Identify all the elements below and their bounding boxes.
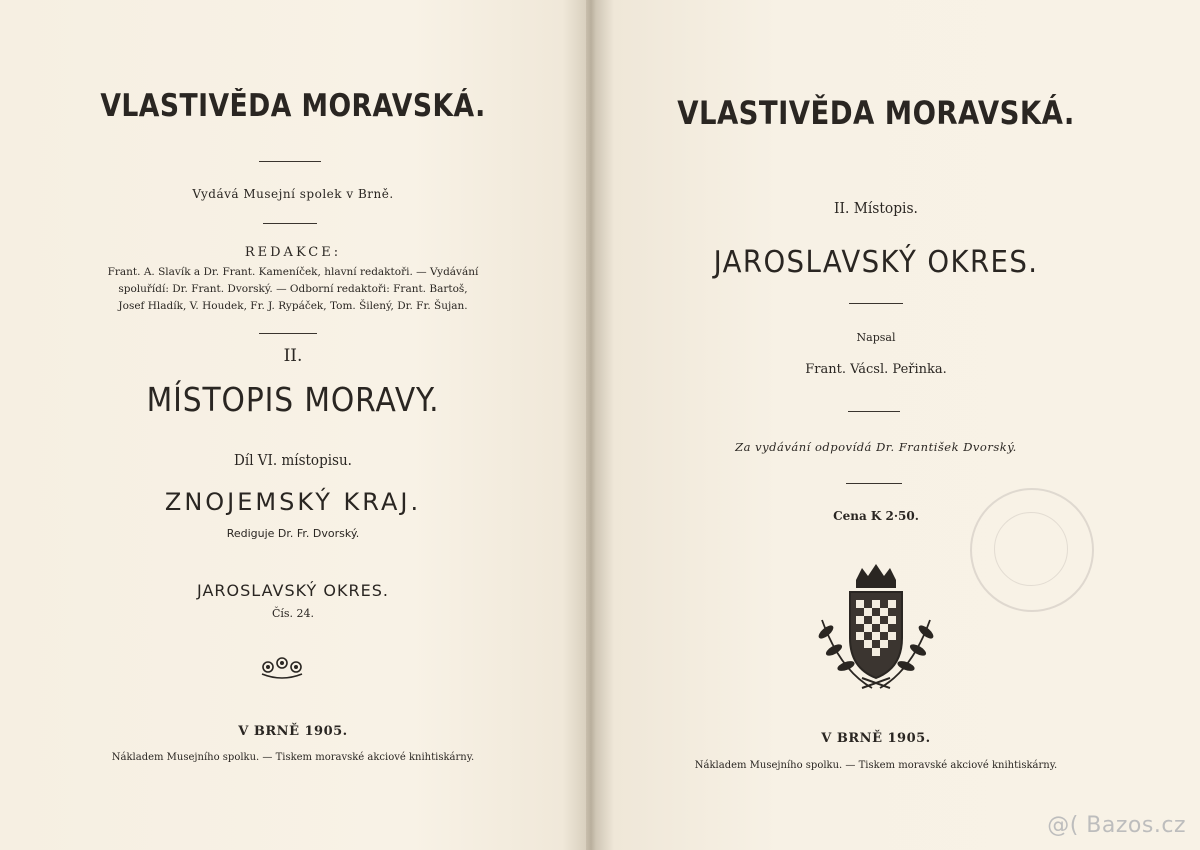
- right-page: [596, 0, 1200, 850]
- left-page: [0, 0, 586, 850]
- left-region-title: ZNOJEMSKÝ KRAJ.: [164, 488, 422, 516]
- right-place-year: V BRNĚ 1905.: [821, 731, 931, 746]
- right-author-name: Frant. Vácsl. Peřinka.: [805, 362, 947, 377]
- left-editorial-line-3: Josef Hladík, V. Houdek, Fr. J. Rypáček, Tom. Šilený, Dr. Fr. Šujan.: [118, 300, 468, 312]
- site-watermark: @( Bazos.cz: [1047, 813, 1186, 838]
- left-rule-1: [259, 161, 321, 162]
- right-responsibility-line: Za vydávání odpovídá Dr. František Dvorský.: [735, 440, 1017, 454]
- right-price: Cena K 2·50.: [833, 509, 919, 523]
- left-volume-title: MÍSTOPIS MORAVY.: [146, 380, 440, 419]
- right-section-line: II. Místopis.: [834, 199, 918, 217]
- floral-ornament-icon: [258, 654, 306, 680]
- coat-of-arms-icon: [810, 560, 942, 694]
- left-number-line: Čís. 24.: [271, 607, 315, 620]
- right-series-title: VLASTIVĚDA MORAVSKÁ.: [677, 94, 1075, 132]
- right-rule-1: [849, 303, 903, 304]
- left-editorial-line-2: spoluřídí: Dr. Frant. Dvorský. — Odborní redaktoři: Frant. Bartoš,: [118, 283, 468, 295]
- right-district-title: JAROSLAVSKÝ OKRES.: [713, 245, 1039, 280]
- left-series-title: VLASTIVĚDA MORAVSKÁ.: [100, 88, 486, 124]
- right-rule-2: [848, 411, 900, 412]
- left-editor-line: Rediguje Dr. Fr. Dvorský.: [226, 527, 360, 540]
- left-imprint: Nákladem Musejního spolku. — Tiskem moravské akciové knihtiskárny.: [111, 752, 475, 763]
- left-volume-number: II.: [283, 346, 303, 366]
- left-publisher-line: Vydává Musejní spolek v Brně.: [192, 187, 394, 201]
- right-author-label: Napsal: [856, 331, 896, 344]
- left-editorial-line-1: Frant. A. Slavík a Dr. Frant. Kameníček, hlavní redaktoři. — Vydávání: [107, 266, 479, 278]
- right-rule-3: [846, 483, 902, 484]
- left-part-line: Díl VI. místopisu.: [234, 451, 352, 469]
- book-gutter: [586, 0, 596, 850]
- left-rule-2: [263, 223, 317, 224]
- left-place-year: V BRNĚ 1905.: [238, 724, 348, 739]
- left-district-title: JAROSLAVSKÝ OKRES.: [197, 581, 389, 600]
- right-imprint: Nákladem Musejního spolku. — Tiskem moravské akciové knihtiskárny.: [694, 760, 1058, 771]
- left-editorial-heading: REDAKCE:: [244, 245, 342, 260]
- left-rule-3: [259, 333, 317, 334]
- library-stamp: [970, 488, 1094, 612]
